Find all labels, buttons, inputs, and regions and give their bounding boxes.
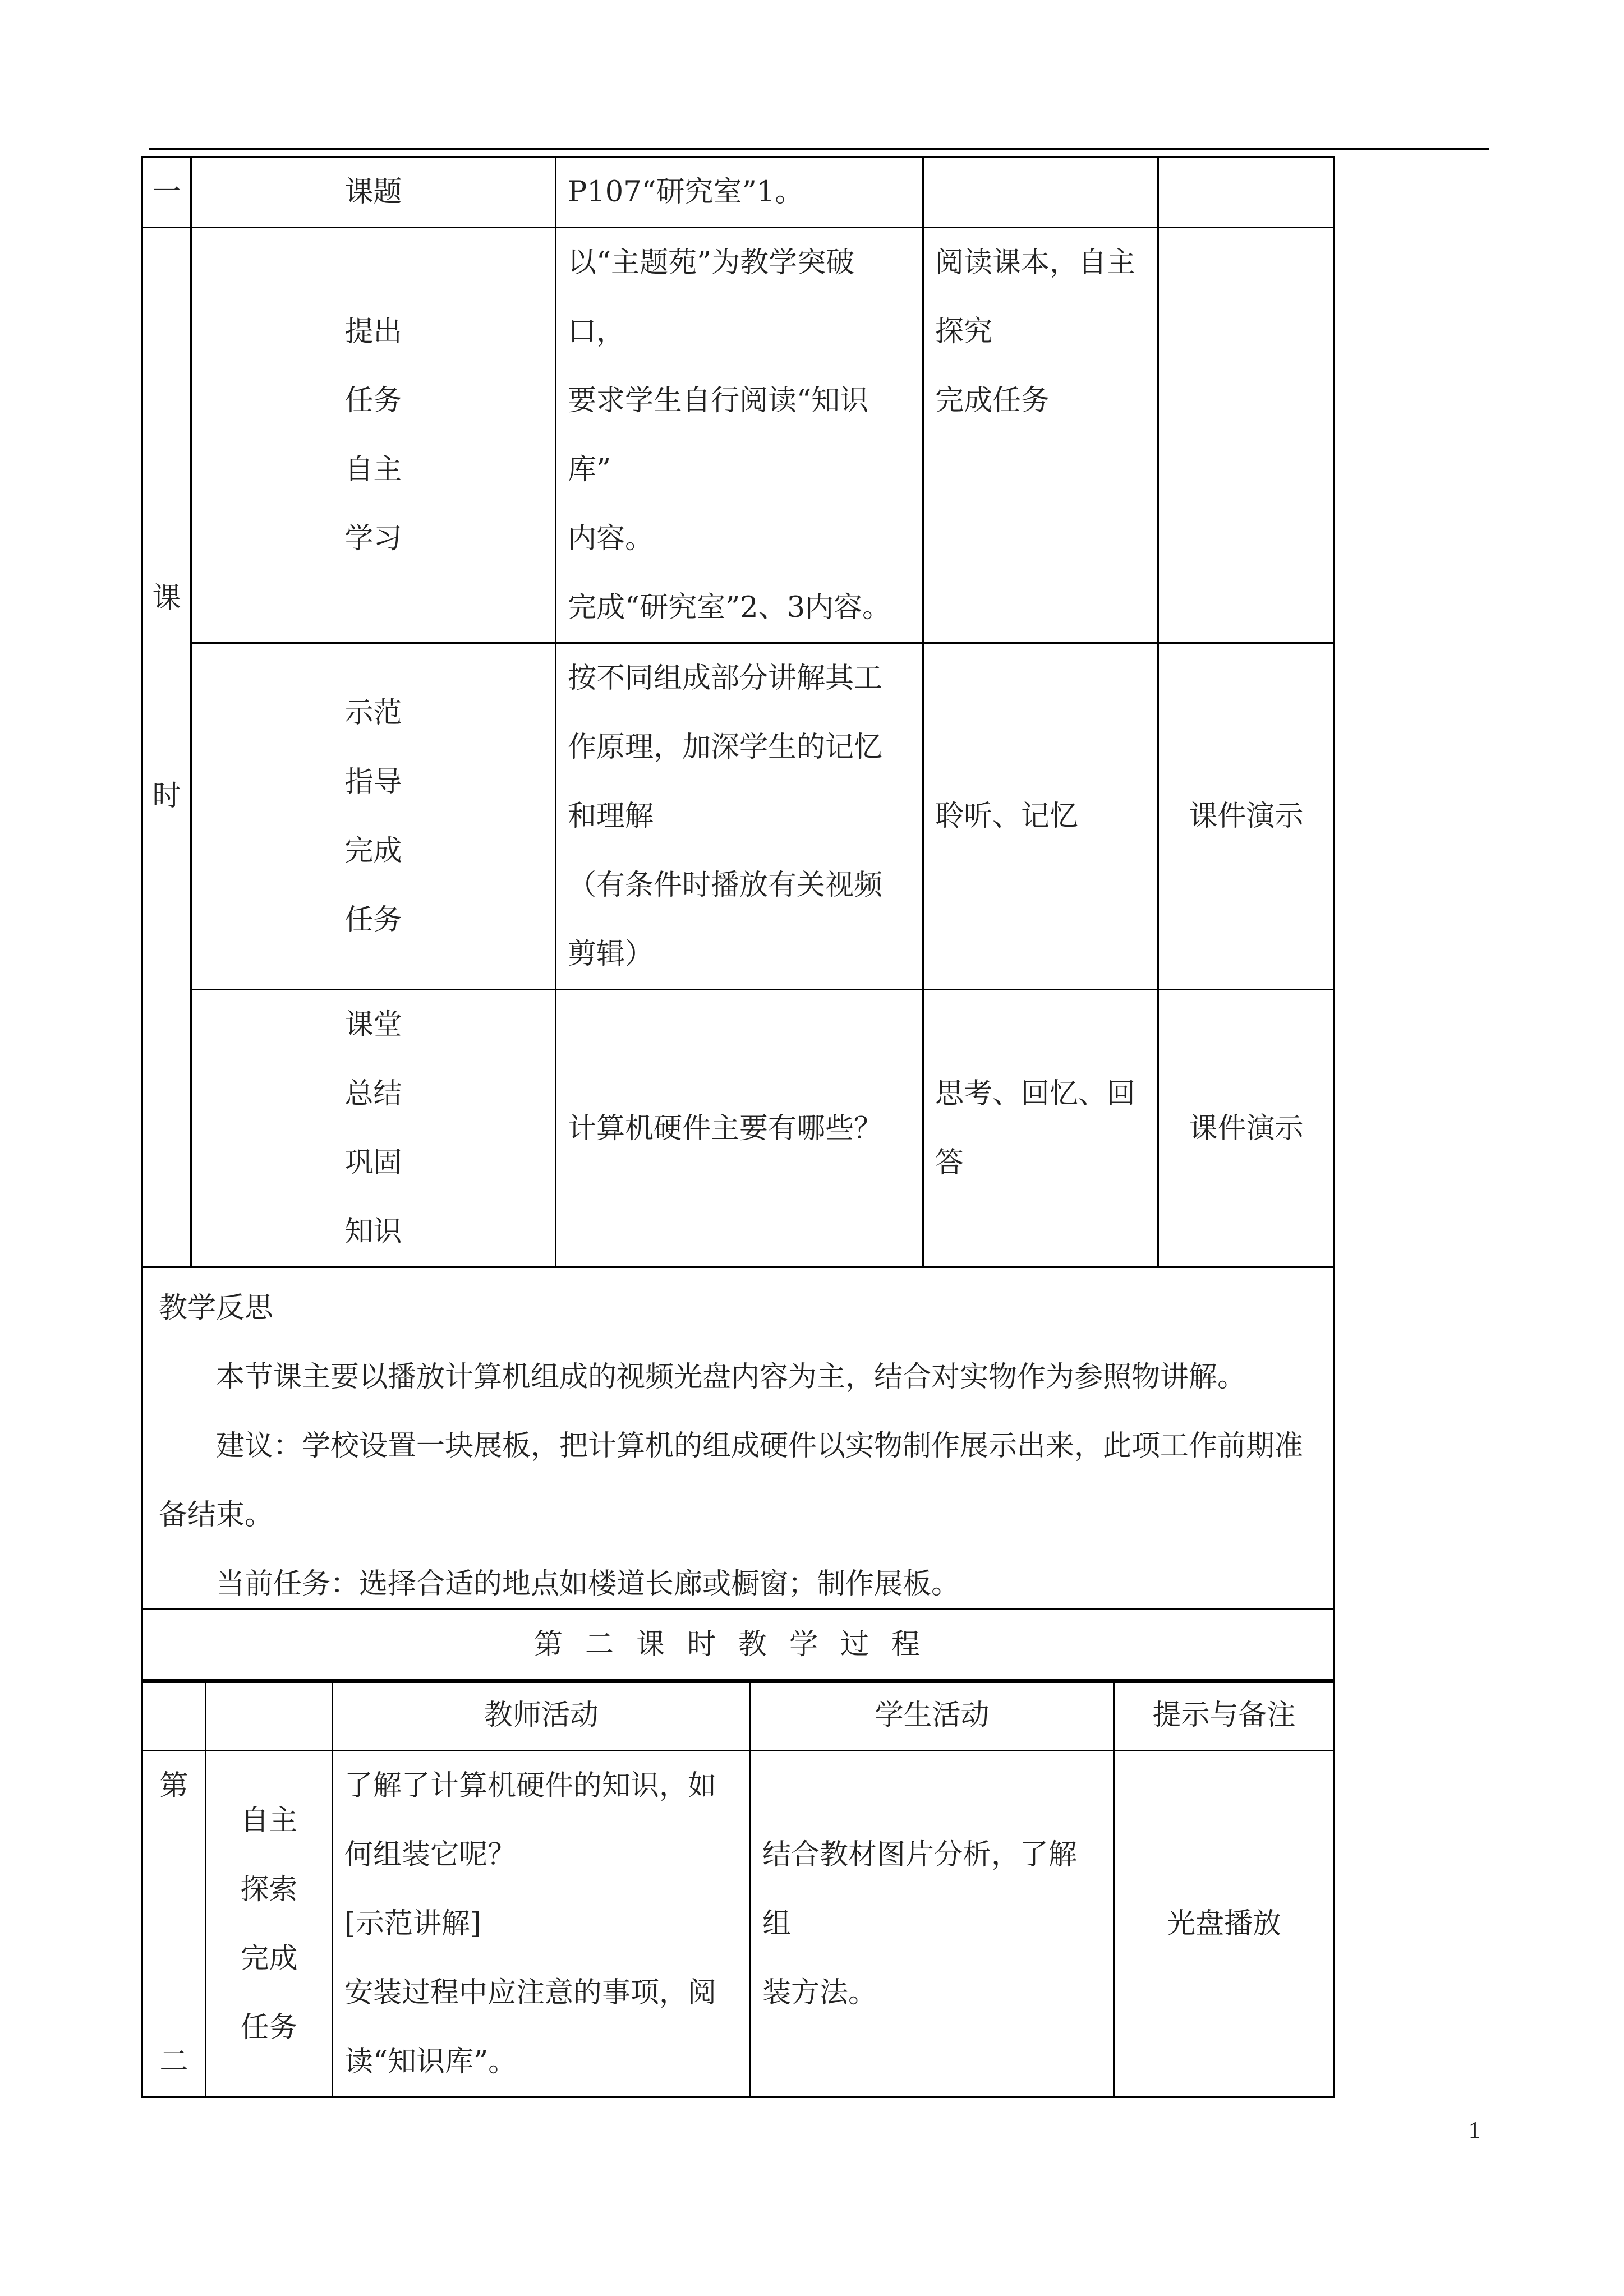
teacher-line: [示范讲解]: [344, 1907, 481, 1940]
student-activity-cell: [923, 990, 1158, 1267]
teacher-line: 安装过程中应注意的事项，阅: [344, 1976, 717, 2009]
table-row: [142, 643, 1335, 990]
side-vertical-label: [142, 228, 191, 1267]
teacher-line: 和理解: [568, 800, 654, 833]
stage-line: 任务: [240, 2011, 298, 2044]
table-row: [142, 228, 1335, 643]
table-title-row: [142, 1610, 1335, 1680]
side-char: 时: [152, 779, 181, 813]
teacher-line: 计算机硬件主要有哪些？: [568, 1112, 883, 1145]
side-vertical-label: [142, 1751, 206, 2097]
header-student-activity: 学生活动: [751, 1680, 1114, 1751]
teacher-line: 了解了计算机硬件的知识，如: [344, 1769, 717, 1802]
table-title: 第二课时教学过程: [142, 1610, 1335, 1680]
teacher-line: 要求学生自行阅读“知识库”: [568, 384, 869, 486]
teacher-activity-cell: [556, 643, 923, 990]
student-line: 聆听、记忆: [935, 800, 1079, 833]
stage-line: 任务: [344, 903, 402, 937]
stage-line: 总结: [344, 1077, 402, 1110]
stage-cell: [191, 990, 556, 1267]
teacher-line: 完成“研究室”2、3内容。: [568, 591, 891, 624]
student-activity-cell: [751, 1751, 1114, 2097]
note-cell: [1158, 228, 1335, 643]
reflection-paragraph: 本节课主要以播放计算机组成的视频光盘内容为主，结合对实物作为参照物讲解。: [216, 1361, 1246, 1394]
student-line: 思考、回忆、回: [935, 1077, 1136, 1110]
teacher-line: 按不同组成部分讲解其工: [568, 662, 883, 695]
stage-cell: [191, 643, 556, 990]
teacher-line: 以“主题苑”为教学突破口，: [568, 246, 855, 348]
teacher-line: 何组装它呢？: [344, 1838, 517, 1871]
stage-line: 完成: [240, 1942, 298, 1975]
topic-label: 课题: [191, 157, 556, 228]
stage-line: 指导: [344, 765, 402, 799]
teacher-line: 作原理，加深学生的记忆: [568, 731, 883, 764]
page-number: 1: [1469, 2118, 1480, 2143]
stage-line: 课堂: [344, 1008, 402, 1041]
student-line: 探究: [935, 315, 993, 348]
teacher-line: 内容。: [568, 522, 654, 555]
teacher-activity-cell: [556, 990, 923, 1267]
topic-student-cell: [923, 157, 1158, 228]
table-row: [142, 157, 1335, 228]
header-blank-cell: [142, 1680, 206, 1751]
stage-line: 自主: [240, 1804, 298, 1837]
student-activity-cell: [923, 228, 1158, 643]
table-row: [142, 1751, 1335, 2097]
student-line: 阅读课本，自主: [935, 246, 1136, 279]
side-char: 二: [159, 2045, 188, 2078]
side-char: 课: [152, 581, 181, 615]
teacher-activity-cell: [333, 1751, 751, 2097]
student-line: 答: [935, 1146, 964, 1179]
topic-note-cell: [1158, 157, 1335, 228]
reflection-paragraph: 当前任务：选择合适的地点如楼道长廊或橱窗；制作展板。: [216, 1567, 960, 1601]
stage-line: 提出: [344, 315, 402, 348]
side-char-cell: 一: [142, 157, 191, 228]
stage-line: 完成: [344, 834, 402, 868]
student-line: 完成任务: [935, 384, 1050, 417]
stage-line: 巩固: [344, 1146, 402, 1179]
table-header-row: [142, 1680, 1335, 1751]
stage-cell: [191, 228, 556, 643]
student-line: 结合教材图片分析，了解组: [762, 1838, 1078, 1940]
note-cell: 课件演示: [1158, 990, 1335, 1267]
lesson-one-process-table: [141, 156, 1335, 1683]
side-char: 第: [159, 1769, 188, 1802]
stage-line: 自主: [344, 453, 402, 486]
header-notes: 提示与备注: [1114, 1680, 1335, 1751]
stage-line: 探索: [240, 1873, 298, 1906]
teacher-line: 剪辑）: [568, 938, 654, 971]
stage-line: 学习: [344, 522, 402, 555]
stage-line: 任务: [344, 384, 402, 417]
stage-line: 示范: [344, 696, 402, 730]
student-line: 装方法。: [762, 1976, 877, 2009]
teacher-activity-cell: [556, 228, 923, 643]
teacher-line: （有条件时播放有关视频: [568, 869, 883, 902]
topic-content: P107“研究室”1。: [556, 157, 923, 228]
table-row: [142, 990, 1335, 1267]
header-teacher-activity: 教师活动: [333, 1680, 751, 1751]
stage-cell: [206, 1751, 333, 2097]
note-cell: 光盘播放: [1114, 1751, 1335, 2097]
teacher-line: 读“知识库”。: [344, 2045, 517, 2078]
reflection-title: 教学反思: [159, 1292, 274, 1325]
lesson-two-process-table: [141, 1608, 1335, 2098]
header-blank-cell: [206, 1680, 333, 1751]
student-activity-cell: [923, 643, 1158, 990]
reflection-paragraph: 建议：学校设置一块展板，把计算机的组成硬件以实物制作展示出来，此项工作前期准备结束。: [159, 1430, 1304, 1532]
note-cell: 课件演示: [1158, 643, 1335, 990]
header-rule: [149, 148, 1489, 150]
stage-line: 知识: [344, 1215, 402, 1248]
